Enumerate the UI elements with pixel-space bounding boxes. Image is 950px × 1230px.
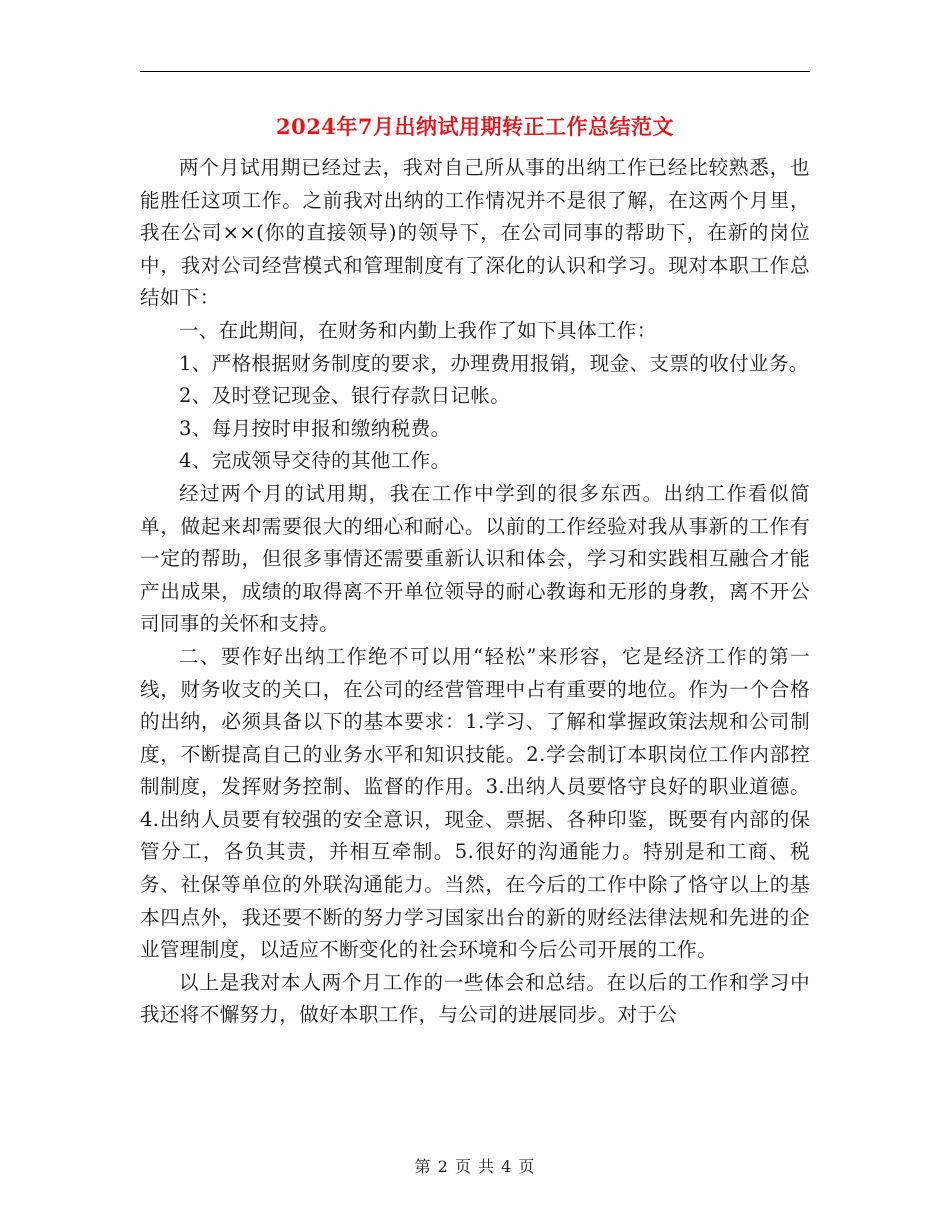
paragraph-item-1: 1、严格根据财务制度的要求，办理费用报销，现金、支票的收付业务。	[179, 351, 809, 375]
paragraph-section-one-heading: 一、在此期间，在财务和内勤上我作了如下具体工作：	[179, 318, 657, 342]
header-rule	[140, 71, 810, 72]
paragraph-experience: 经过两个月的试用期，我在工作中学到的很多东西。出纳工作看似简单，做起来却需要很大的细心和耐心。以前的工作经验对我从事新的工作有一定的帮助，但很多事情还需要重新认识和体会，学习和实践相互融合才能产出成果，成绩的取得离不开单位领导的耐心教诲和无形的身教，离不开公司同事的关怀和支持。	[140, 481, 810, 636]
paragraph-closing: 以上是我对本人两个月工作的一些体会和总结。在以后的工作和学习中我还将不懈努力，做好本职工作，与公司的进展同步。对于公	[140, 970, 810, 1027]
paragraph-item-2: 2、及时登记现金、银行存款日记帐。	[179, 384, 511, 408]
page-footer	[0, 1154, 950, 1177]
paragraph-section-two: 二、要作好出纳工作绝不可以用“轻松”来形容，它是经济工作的第一线，财务收支的关口，在公司的经营管理中占有重要的地位。作为一个合格的出纳，必须具备以下的基本要求：1.学习、了解和掌握政策法规和公司制度，不断提高自己的业务水平和知识技能。2.学会制订本职岗位工作内部控制制度，发挥财务控制、监督的作用。3.出纳人员要恪守良好的职业道德。4.出纳人员要有较强的安全意识，现金、票据、各种印鉴，既要有内部的保管分工，各负其责，并相互牵制。5.很好的沟通能力。特别是和工商、税务、社保等单位的外联沟通能力。当然，在今后的工作中除了恪守以上的基本四点外，我还要不断的努力学习国家出台的新的财经法律法规和先进的企业管理制度，以适应不断变化的社会环境和今后公司开展的工作。	[140, 644, 810, 962]
document-title: 2024年7月出纳试用期转正工作总结范文	[275, 114, 675, 139]
paragraph-item-4: 4、完成领导交待的其他工作。	[179, 449, 451, 473]
page-number-label: 第 2 页 共 4 页	[414, 1157, 536, 1176]
paragraph-intro: 两个月试用期已经过去，我对自己所从事的出纳工作已经比较熟悉，也能胜任这项工作。之前我对出纳的工作情况并不是很了解，在这两个月里，我在公司××(你的直接领导)的领导下，在公司同事的帮助下，在新的岗位中，我对公司经营模式和管理制度有了深化的认识和学习。现对本职工作总结如下：	[140, 156, 810, 310]
paragraph-item-3: 3、每月按时申报和缴纳税费。	[179, 416, 451, 440]
document-body	[140, 152, 810, 1032]
